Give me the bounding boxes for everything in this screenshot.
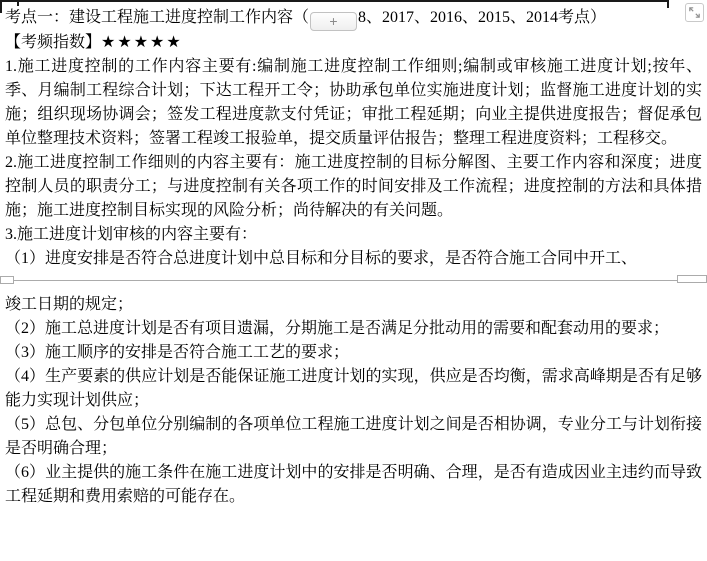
list-item-4: （4）生产要素的供应计划是否能保证施工进度计划的实现，供应是否均衡，需求高峰期是否有足够能力实现计划供应； (5, 367, 702, 409)
list-item-5: （5）总包、分包单位分别编制的各项单位工程施工进度计划之间是否相协调，专业分工与计划衔接是否明确合理； (5, 415, 702, 457)
table-border-top (0, 0, 669, 2)
border-tick-left (0, 0, 2, 13)
page-break-line (0, 280, 707, 281)
border-tick-mid (17, 0, 19, 6)
paragraph-review-heading: 3.施工进度计划审核的内容主要有： (5, 225, 258, 243)
frequency-index-line (5, 31, 702, 55)
add-button[interactable] (310, 12, 357, 31)
plus-icon: + (329, 13, 338, 29)
list-item-6: （6）业主提供的施工条件在施工进度计划中的安排是否明确、合理，是否有造成因业主违约而导致工程延期和费用索赔的可能存在。 (5, 463, 702, 505)
frequency-label: 【考频指数】 (5, 33, 102, 51)
expand-button[interactable] (685, 3, 704, 22)
page-margin-marker-right (677, 275, 707, 283)
list-item-1-part2: 竣工日期的规定； (5, 295, 134, 313)
page-title (5, 6, 702, 31)
list-item-2: （2）施工总进度计划是否有项目遗漏，分期施工是否满足分批动用的需要和配套动用的要求； (5, 319, 670, 337)
paragraph-work-content: 1.施工进度控制的工作内容主要有:编制施工进度控制工作细则;编制或审核施工进度计划;按年、季、月编制工程综合计划；下达工程开工令；协助承包单位实施进度计划；监督施工进度计划的实施；组织现场协调会；签发工程进度款支付凭证；审批工程延期；向业主提供进度报告；督促承包单位整理技术资料；签署工程竣工报验单，提交质量评估报告；整理工程进度资料；工程移交。 (5, 57, 702, 147)
page-break-divider (0, 275, 707, 287)
title-suffix: 8、2017、2016、2015、2014考点） (358, 9, 607, 26)
list-item-3: （3）施工顺序的安排是否符合施工工艺的要求； (5, 343, 350, 361)
page-margin-marker-left (0, 276, 14, 284)
border-tick-right (667, 0, 669, 8)
title-prefix: 考点一：建设工程施工进度控制工作内容（ (5, 9, 310, 26)
paragraph-detail-rules: 2.施工进度控制工作细则的内容主要有：施工进度控制的目标分解图、主要工作内容和深度；进度控制人员的职责分工；与进度控制有关各项工作的时间安排及工作流程；进度控制的方法和具体措施；施工进度控制目标实现的风险分析；尚待解决的有关问题。 (5, 153, 702, 219)
expand-arrows-icon (688, 6, 701, 19)
star-rating: ★★★★★ (101, 33, 183, 51)
list-item-1-part1: （1）进度安排是否符合总进度计划中总目标和分目标的要求，是否符合施工合同中开工、 (5, 249, 638, 267)
